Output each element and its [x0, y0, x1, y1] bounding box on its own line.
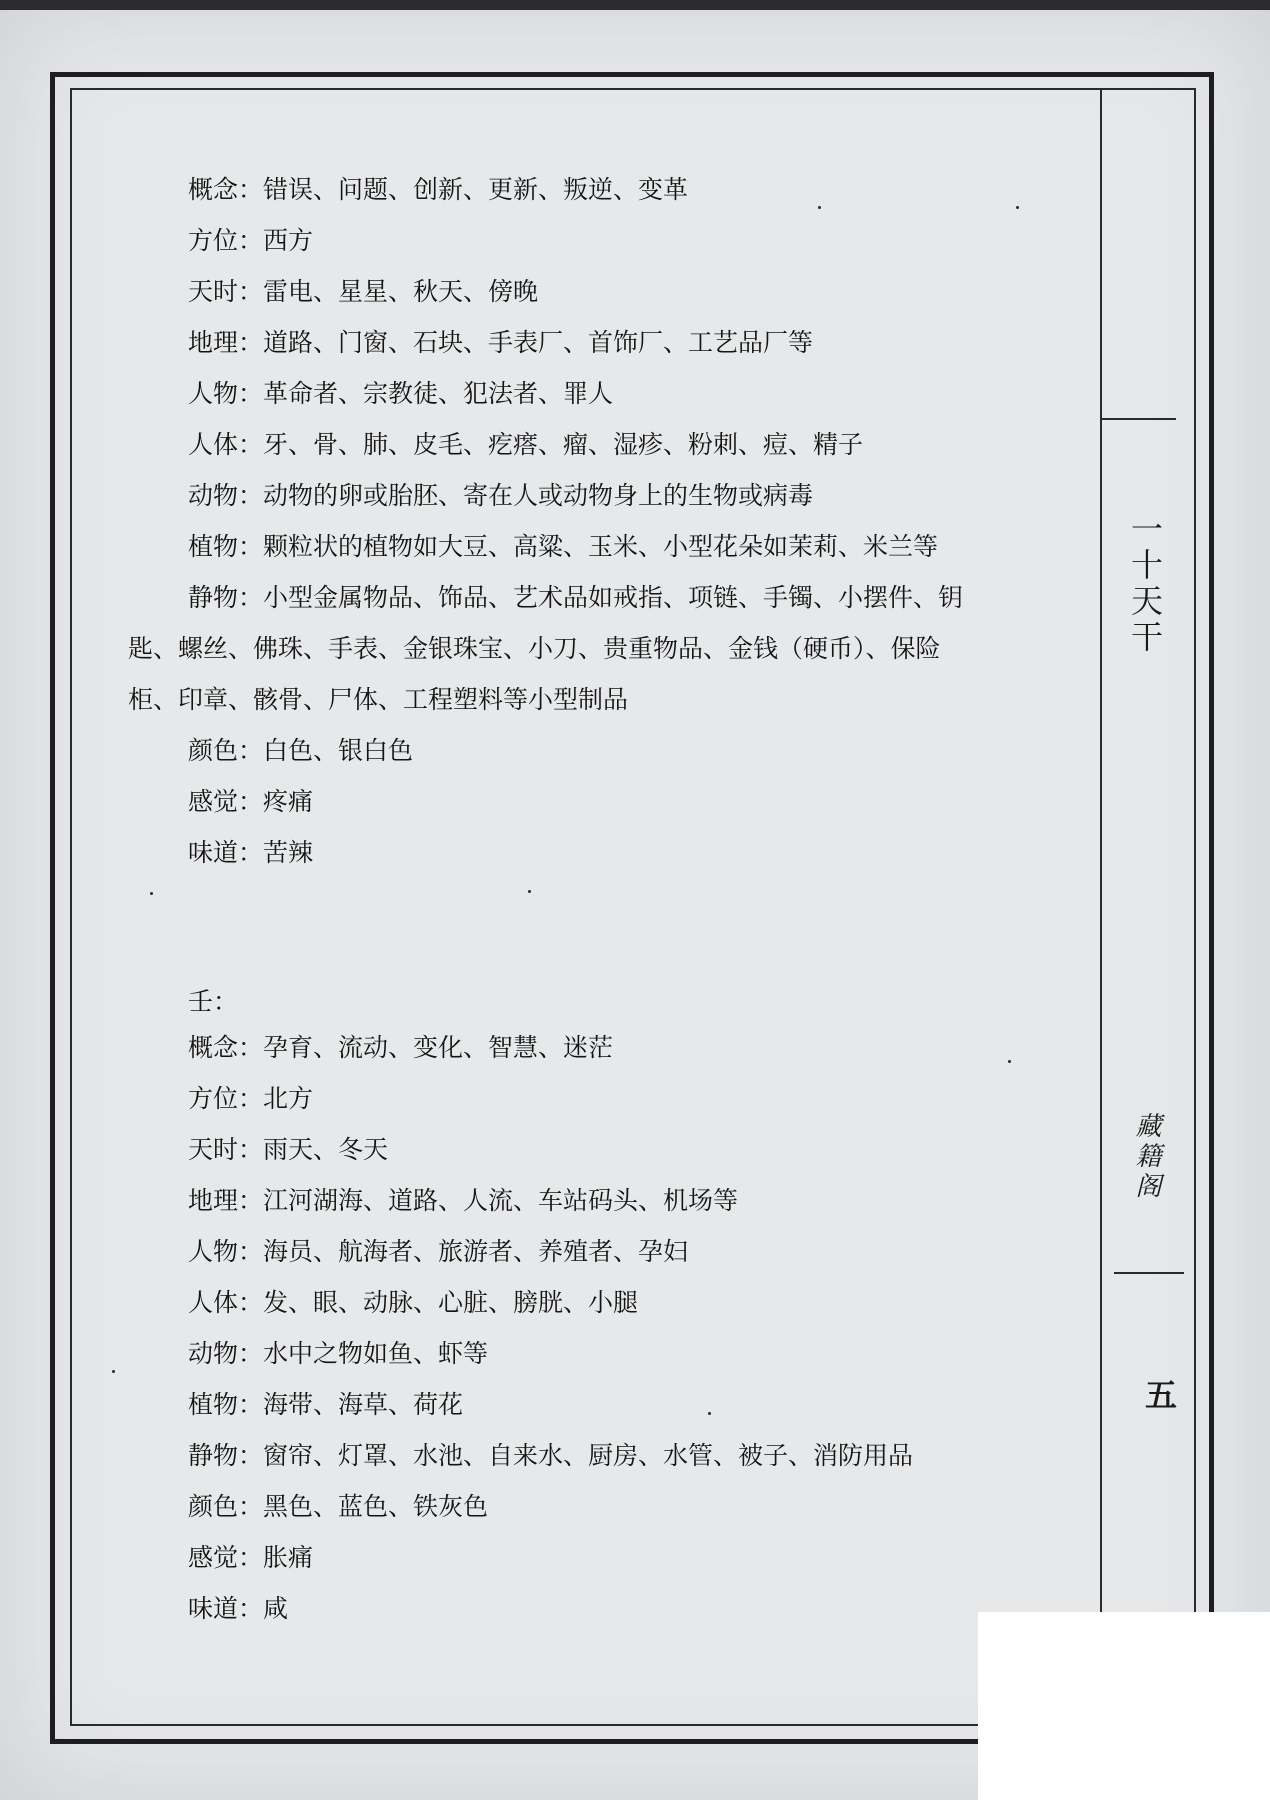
entry-color [188, 1489, 488, 1525]
section-heading-ren: 壬： [188, 987, 239, 1016]
entry-geography [188, 325, 813, 361]
entry-direction [188, 223, 313, 259]
entry-key: 味道： [188, 838, 264, 867]
entry-value: 胀痛 [263, 1543, 314, 1572]
scan-speck [150, 892, 153, 895]
scan-speck [112, 1370, 115, 1373]
entry-weather [188, 274, 538, 310]
scan-speck [1016, 206, 1019, 209]
scan-edge-shadow [0, 0, 1270, 10]
scan-speck [1008, 1060, 1011, 1063]
entry-animals [188, 478, 813, 514]
entry-value: 疼痛 [263, 787, 314, 816]
entry-value: 海员、航海者、旅游者、养殖者、孕妇 [263, 1237, 689, 1266]
page-number: 五 [1140, 1378, 1178, 1414]
entry-key: 人体： [188, 1288, 264, 1317]
entry-value: 西方 [263, 226, 314, 255]
entry-value: 错误、问题、创新、更新、叛逆、变革 [263, 175, 689, 204]
entry-value: 苦辣 [263, 838, 314, 867]
entry-key: 颜色： [188, 1492, 264, 1521]
entry-key: 颜色： [188, 736, 264, 765]
entry-value: 北方 [263, 1084, 314, 1113]
chapter-title: 一十天干 [1126, 512, 1164, 656]
entry-value: 窗帘、灯罩、水池、自来水、厨房、水管、被子、消防用品 [263, 1441, 914, 1470]
entry-static-objects-cont [128, 682, 628, 718]
entry-taste [188, 835, 313, 871]
entry-concept [188, 1030, 613, 1066]
entry-plants [188, 1387, 463, 1423]
entry-concept [188, 172, 688, 208]
entry-key: 人物： [188, 379, 264, 408]
white-patch [978, 1612, 1270, 1800]
entry-value: 雷电、星星、秋天、傍晚 [263, 277, 539, 306]
entry-taste [188, 1591, 288, 1627]
entry-value: 黑色、蓝色、铁灰色 [263, 1492, 489, 1521]
entry-key: 动物： [188, 1339, 264, 1368]
entry-weather [188, 1132, 388, 1168]
entry-value: 柜、印章、骸骨、尸体、工程塑料等小型制品 [128, 685, 629, 714]
entry-value: 孕育、流动、变化、智慧、迷茫 [263, 1033, 614, 1062]
entry-key: 人物： [188, 1237, 264, 1266]
entry-key: 味道： [188, 1594, 264, 1623]
entry-value: 白色、银白色 [263, 736, 414, 765]
entry-body [188, 427, 863, 463]
entry-value: 牙、骨、肺、皮毛、疙瘩、瘤、湿疹、粉刺、痘、精子 [263, 430, 864, 459]
entry-key: 感觉： [188, 1543, 264, 1572]
entry-key: 人体： [188, 430, 264, 459]
entry-value: 水中之物如鱼、虾等 [263, 1339, 489, 1368]
entry-value: 发、眼、动脉、心脏、膀胱、小腿 [263, 1288, 639, 1317]
entry-animals [188, 1336, 488, 1372]
entry-static-objects [188, 580, 963, 616]
entry-key: 植物： [188, 1390, 264, 1419]
side-column-divider [1100, 88, 1102, 1726]
entry-key: 地理： [188, 1186, 264, 1215]
entry-value: 颗粒状的植物如大豆、高粱、玉米、小型花朵如茉莉、米兰等 [263, 532, 939, 561]
entry-key: 方位： [188, 226, 264, 255]
entry-value: 江河湖海、道路、人流、车站码头、机场等 [263, 1186, 739, 1215]
entry-static-objects-cont [128, 631, 941, 667]
entry-geography [188, 1183, 738, 1219]
entry-feeling [188, 1540, 313, 1576]
publisher-mark: 藏籍阁 [1131, 1112, 1161, 1202]
scan-speck [708, 1412, 711, 1415]
entry-key: 天时： [188, 277, 264, 306]
entry-plants [188, 529, 938, 565]
entry-people [188, 1234, 688, 1270]
entry-value: 动物的卵或胎胚、寄在人或动物身上的生物或病毒 [263, 481, 814, 510]
entry-key: 感觉： [188, 787, 264, 816]
entry-body [188, 1285, 638, 1321]
entry-feeling [188, 784, 313, 820]
entry-key: 静物： [188, 1441, 264, 1470]
side-rule-top [1100, 418, 1176, 420]
entry-value: 革命者、宗教徒、犯法者、罪人 [263, 379, 614, 408]
entry-direction [188, 1081, 313, 1117]
entry-key: 植物： [188, 532, 264, 561]
scan-speck [818, 206, 821, 209]
entry-people [188, 376, 613, 412]
entry-value: 小型金属物品、饰品、艺术品如戒指、项链、手镯、小摆件、钥 [263, 583, 964, 612]
entry-value: 道路、门窗、石块、手表厂、首饰厂、工艺品厂等 [263, 328, 814, 357]
entry-color [188, 733, 413, 769]
entry-key: 天时： [188, 1135, 264, 1164]
entry-static-objects [188, 1438, 913, 1474]
scan-speck [528, 890, 531, 893]
entry-key: 地理： [188, 328, 264, 357]
side-rule-bottom [1114, 1272, 1184, 1274]
entry-key: 静物： [188, 583, 264, 612]
entry-value: 海带、海草、荷花 [263, 1390, 464, 1419]
entry-value: 雨天、冬天 [263, 1135, 389, 1164]
entry-key: 概念： [188, 1033, 264, 1062]
entry-key: 概念： [188, 175, 264, 204]
entry-key: 方位： [188, 1084, 264, 1113]
entry-value: 咸 [263, 1594, 289, 1623]
entry-key: 动物： [188, 481, 264, 510]
entry-value: 匙、螺丝、佛珠、手表、金银珠宝、小刀、贵重物品、金钱（硬币）、保险 [128, 634, 941, 663]
